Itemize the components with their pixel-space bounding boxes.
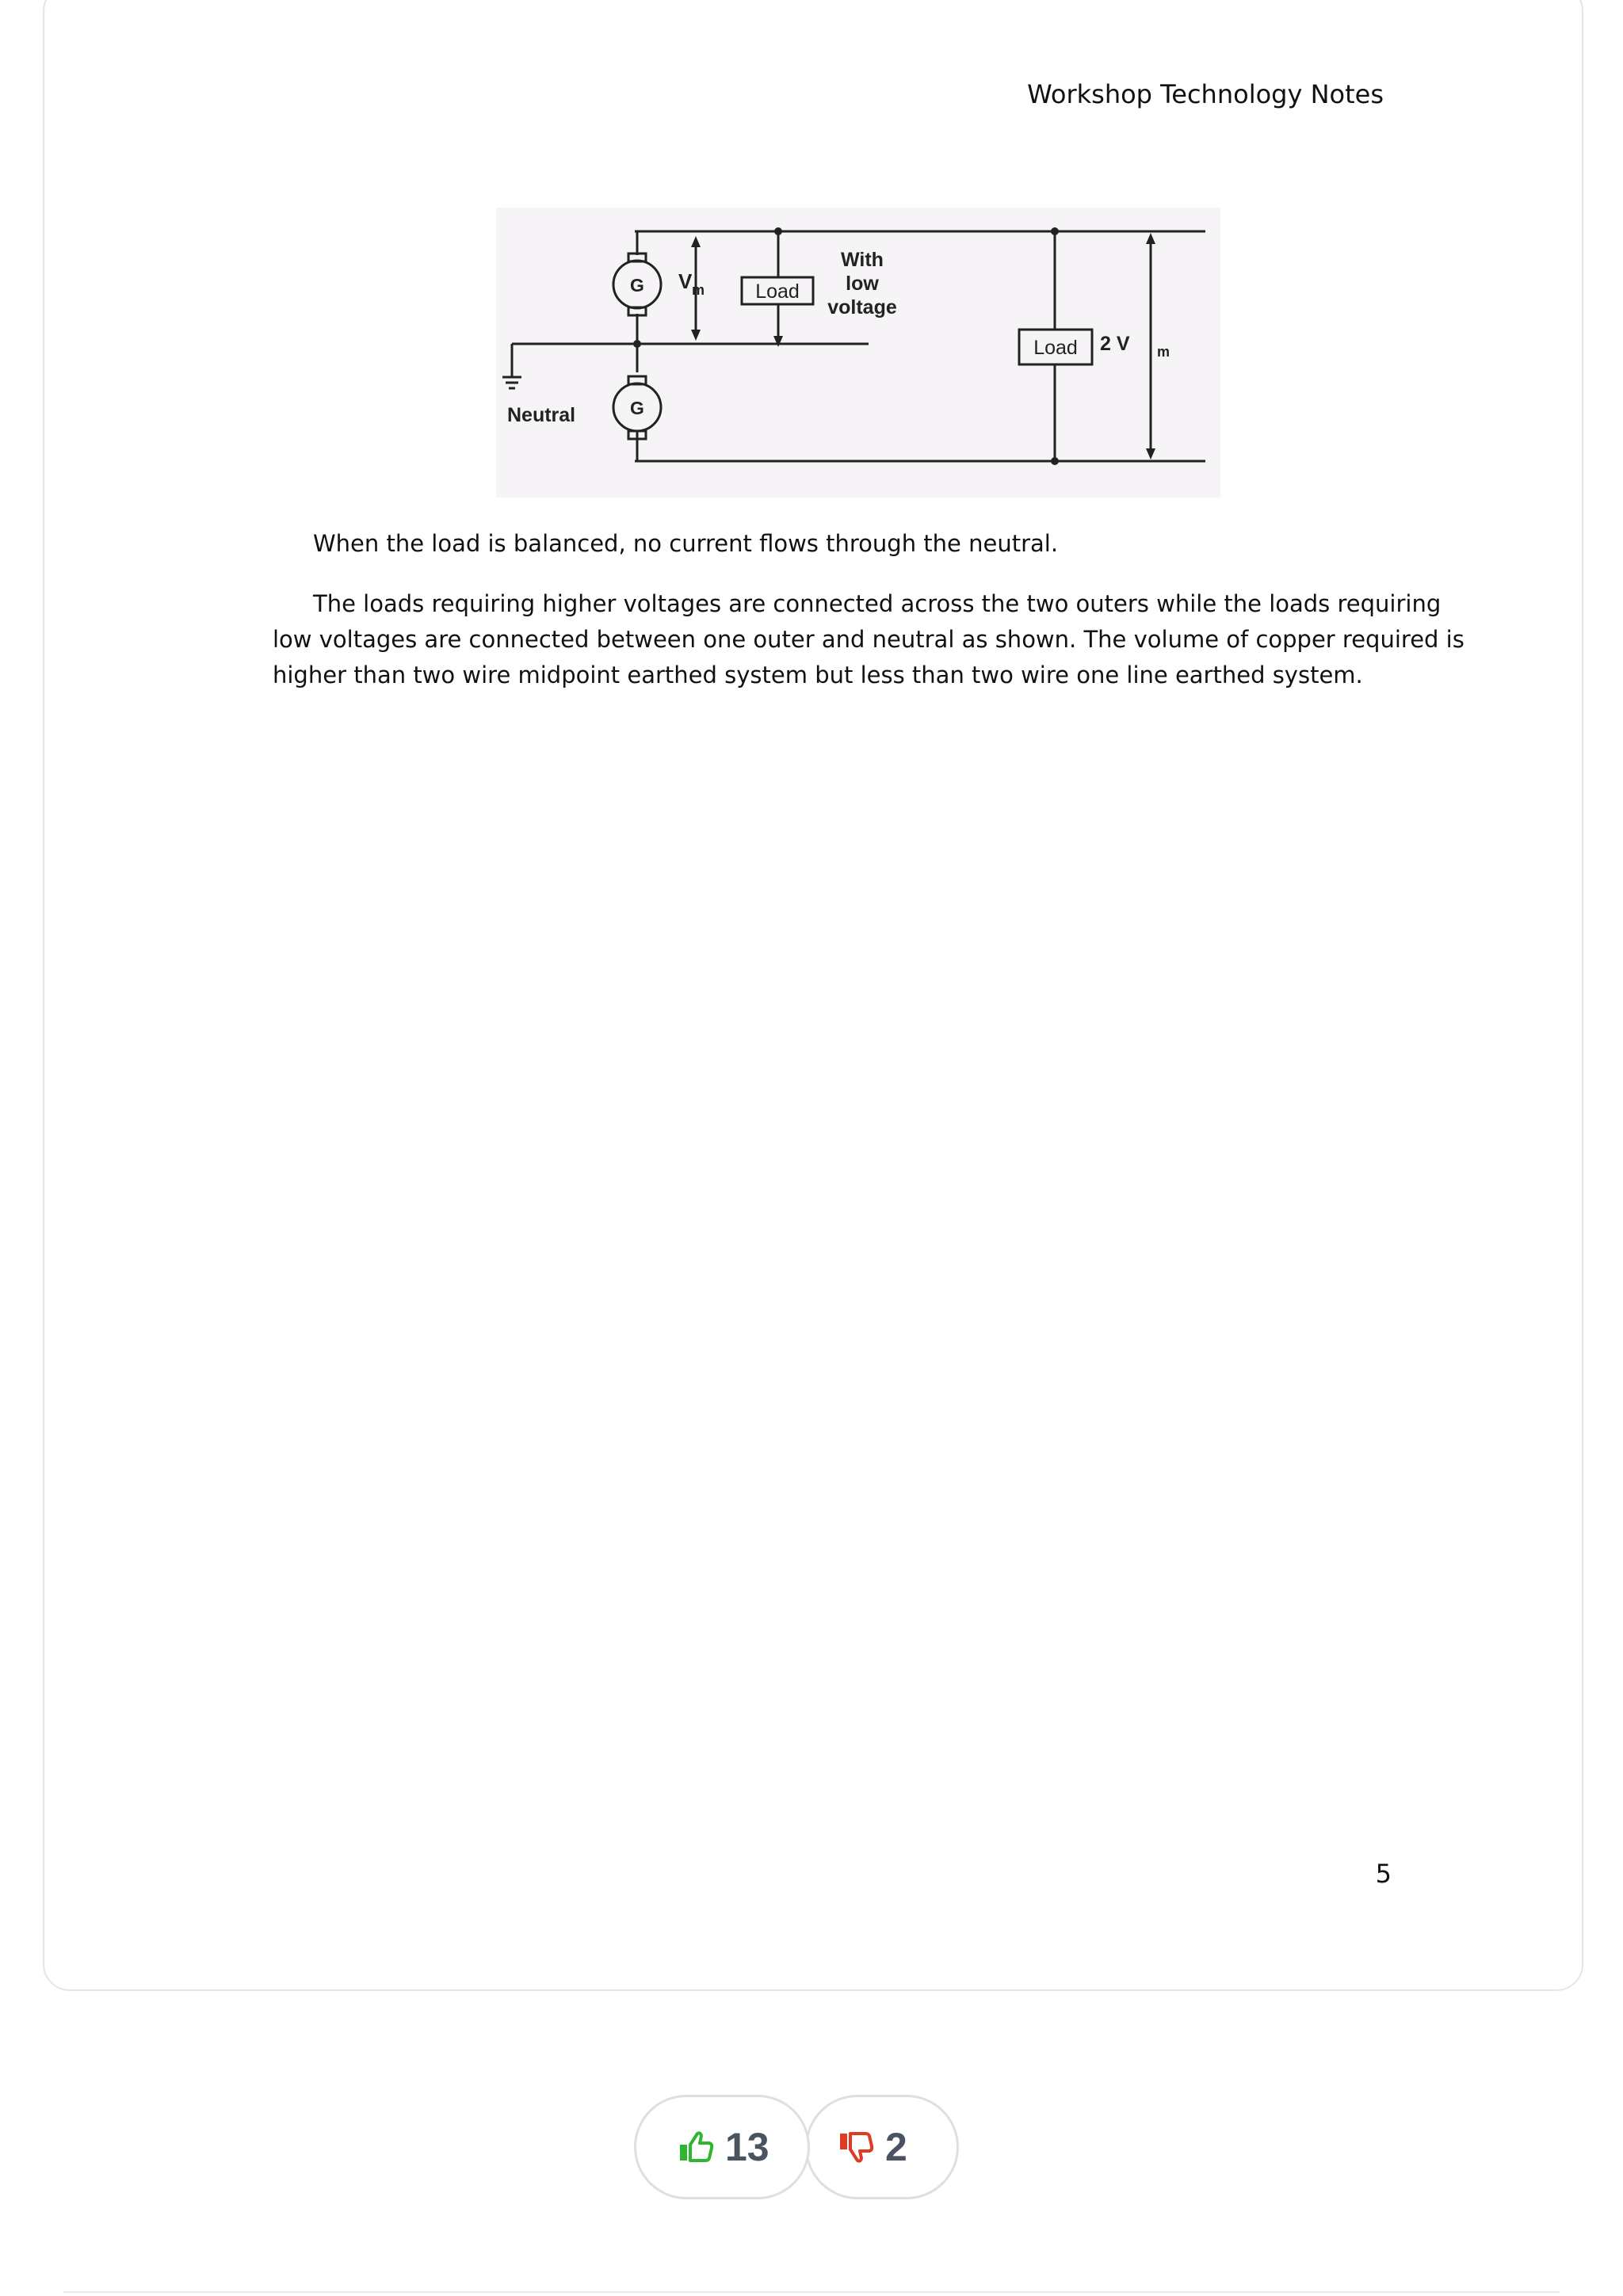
bottom-divider bbox=[63, 2291, 1560, 2293]
load-low-label: Load bbox=[755, 280, 800, 303]
vm-label: V bbox=[678, 269, 693, 293]
vm-subscript: m bbox=[692, 282, 705, 298]
generator-top-label: G bbox=[630, 275, 644, 296]
paragraph-load-connection: The loads requiring higher voltages are connected across the two outers while the loads requiring low voltages are connected between one outer and neutral as shown. The volume of copper required is higher than two wire midpoint earthed system but less than two wire one line earthed system. bbox=[273, 590, 1465, 688]
document-page bbox=[43, 0, 1583, 1991]
two-vm-label: 2 V bbox=[1100, 333, 1130, 355]
with-low-voltage-line1: With bbox=[841, 249, 884, 271]
paragraph-balanced-load: When the load is balanced, no current flows through the neutral. bbox=[313, 530, 1059, 557]
two-vm-subscript: m bbox=[1157, 344, 1170, 360]
generator-bottom-label: G bbox=[630, 398, 644, 418]
upvote-count: 13 bbox=[725, 2125, 769, 2169]
circuit-svg bbox=[496, 208, 1220, 498]
load-high-label: Load bbox=[1033, 337, 1078, 359]
three-wire-system-diagram bbox=[496, 208, 1220, 498]
page-header-title: Workshop Technology Notes bbox=[1027, 79, 1384, 109]
with-low-voltage-line3: voltage bbox=[827, 296, 897, 318]
upvote-button[interactable] bbox=[634, 2095, 810, 2199]
neutral-label: Neutral bbox=[507, 404, 576, 426]
downvote-button[interactable] bbox=[805, 2095, 959, 2199]
thumbs-up-icon bbox=[678, 2129, 714, 2165]
thumbs-down-icon bbox=[838, 2129, 874, 2165]
page-number: 5 bbox=[1375, 1859, 1392, 1889]
downvote-count: 2 bbox=[885, 2125, 907, 2169]
with-low-voltage-line2: low bbox=[846, 273, 879, 295]
